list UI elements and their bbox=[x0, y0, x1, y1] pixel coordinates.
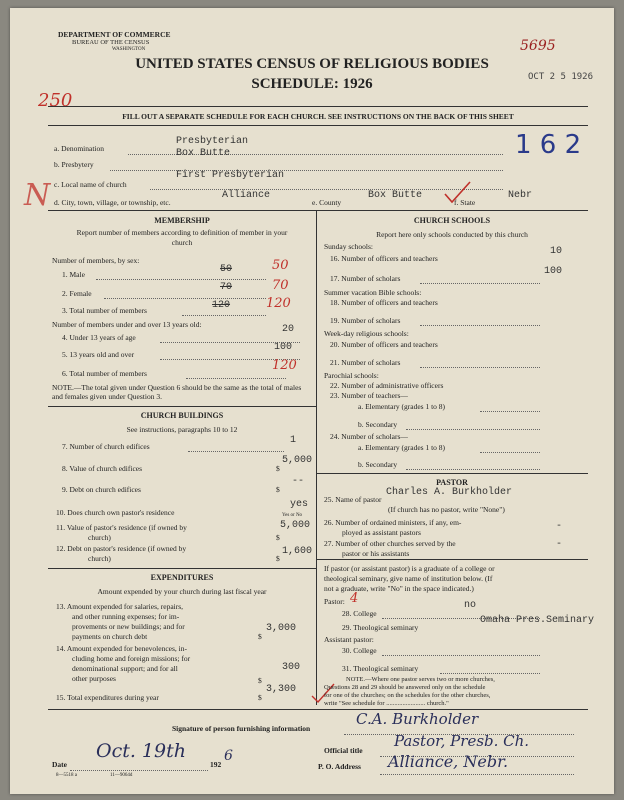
q4-label: 4. Under 13 years of age bbox=[62, 333, 136, 342]
column-divider bbox=[316, 210, 317, 705]
dollar-sign: $ bbox=[276, 464, 280, 473]
q17-label: 17. Number of scholars bbox=[330, 274, 401, 283]
leader-line bbox=[188, 451, 284, 452]
divider bbox=[48, 709, 588, 710]
q13-label-a: 13. Amount expended for salaries, repairs, bbox=[56, 602, 184, 611]
q25-label: 25. Name of pastor bbox=[324, 495, 382, 504]
date-value: Oct. 19th bbox=[96, 740, 186, 762]
presbytery-value: Box Butte bbox=[176, 148, 231, 159]
q16-value: 10 bbox=[550, 246, 563, 257]
q16-label: 16. Number of officers and teachers bbox=[330, 254, 438, 263]
q12-value: 1,600 bbox=[282, 546, 313, 557]
q14-label-a: 14. Amount expended for benevolences, in- bbox=[56, 644, 188, 653]
q24a-label: a. Elementary (grades 1 to 8) bbox=[358, 443, 446, 452]
dollar-sign: $ bbox=[258, 632, 262, 641]
q3-label: 3. Total number of members bbox=[62, 306, 147, 315]
q19-label: 19. Number of scholars bbox=[330, 316, 401, 325]
q10-label: 10. Does church own pastor's residence bbox=[56, 508, 175, 517]
q27-label-a: 27. Number of other churches served by the bbox=[324, 539, 456, 548]
q27-value: - bbox=[556, 539, 563, 550]
q1-hand: 50 bbox=[272, 258, 289, 273]
field-line bbox=[110, 170, 503, 171]
membership-heading: MEMBERSHIP bbox=[154, 216, 210, 225]
leader-line bbox=[480, 452, 540, 453]
q13-label-d: payments on church debt bbox=[72, 632, 148, 641]
county-label: e. County bbox=[312, 198, 342, 207]
grad-text-c: not a graduate, write "No" in the space indicated.) bbox=[324, 584, 474, 593]
po-address-value: Alliance, Nebr. bbox=[388, 752, 509, 771]
q27-label-b: pastor or his assistants bbox=[342, 549, 410, 558]
schools-intro: Report here only schools conducted by this church bbox=[376, 230, 528, 239]
form-number: 8—5518 a bbox=[56, 773, 77, 778]
q28-label: 28. College bbox=[342, 609, 377, 618]
leader-line bbox=[406, 429, 540, 430]
leader-line bbox=[480, 411, 540, 412]
divider bbox=[48, 125, 588, 126]
q6-hand: 120 bbox=[272, 358, 297, 373]
q29-value: Omaha Pres.Seminary bbox=[480, 615, 595, 626]
signature-value: C.A. Burkholder bbox=[356, 710, 479, 728]
q24-label: 24. Number of scholars— bbox=[330, 432, 408, 441]
state-label: f. State bbox=[454, 198, 476, 207]
q23b-label: b. Secondary bbox=[358, 420, 398, 429]
q9-label: 9. Debt on church edifices bbox=[62, 485, 141, 494]
handwritten-250: 250 bbox=[38, 90, 73, 111]
divider bbox=[316, 559, 588, 560]
leader-line bbox=[420, 367, 540, 368]
q29-label: 29. Theological seminary bbox=[342, 623, 419, 632]
q2-hand: 70 bbox=[272, 278, 289, 293]
summer-label: Summer vacation Bible schools: bbox=[324, 288, 422, 297]
pastor-note-d: write "See schedule for ........................ church." bbox=[324, 700, 449, 707]
denomination-label: a. Denomination bbox=[54, 144, 104, 153]
q26-label-b: ployed as assistant pastors bbox=[342, 528, 421, 537]
denomination-value: Presbyterian bbox=[176, 136, 249, 147]
leader-line bbox=[420, 283, 540, 284]
q25-note: (If church has no pastor, write "None") bbox=[388, 505, 505, 514]
official-title-label: Official title bbox=[324, 746, 363, 755]
signature-label: Signature of person furnishing information bbox=[172, 724, 311, 733]
divider bbox=[48, 406, 316, 407]
margin-mark: N bbox=[24, 178, 51, 213]
county-value: Box Butte bbox=[368, 190, 423, 201]
q28-value: no bbox=[464, 600, 477, 611]
census-schedule-page bbox=[10, 8, 614, 794]
city-label: WASHINGTON bbox=[112, 47, 146, 52]
q4-value: 20 bbox=[282, 324, 295, 335]
q21-label: 21. Number of scholars bbox=[330, 358, 401, 367]
q24b-label: b. Secondary bbox=[358, 460, 398, 469]
dollar-sign: $ bbox=[276, 533, 280, 542]
q2-typed: 70 bbox=[220, 282, 233, 293]
q1-typed: 50 bbox=[220, 264, 233, 275]
year-hand: 6 bbox=[224, 748, 233, 764]
handwritten-162: 1 6 2 bbox=[515, 130, 582, 160]
q17-value: 100 bbox=[544, 266, 563, 277]
membership-note: NOTE.—The total given under Question 6 should be the same as the total of males and females given under Question 3. bbox=[52, 383, 302, 401]
form-title: UNITED STATES CENSUS OF RELIGIOUS BODIES bbox=[135, 56, 489, 72]
leader-line bbox=[104, 298, 266, 299]
q5-label: 5. 13 years old and over bbox=[62, 350, 135, 359]
q11-label-a: 11. Value of pastor's residence (if owned by bbox=[56, 523, 187, 532]
leader-line bbox=[182, 315, 266, 316]
q14-label-c: denominational support; and for all bbox=[72, 664, 178, 673]
q23a-label: a. Elementary (grades 1 to 8) bbox=[358, 402, 446, 411]
q9-value: -- bbox=[292, 476, 305, 487]
q26-value: - bbox=[556, 521, 563, 532]
q8-value: 5,000 bbox=[282, 455, 313, 466]
bysex-label: Number of members, by sex: bbox=[52, 256, 140, 265]
checkmark-icon bbox=[442, 180, 472, 206]
q14-label-d: other purposes bbox=[72, 674, 116, 683]
parochial-label: Parochial schools: bbox=[324, 371, 379, 380]
schools-heading: CHURCH SCHOOLS bbox=[413, 216, 491, 225]
city-label: d. City, town, village, or township, etc. bbox=[54, 198, 171, 207]
q3-typed: 120 bbox=[212, 300, 231, 311]
divider bbox=[316, 473, 588, 474]
grad-text-b: theological seminary, give name of institution below. (If bbox=[324, 574, 493, 583]
q20-label: 20. Number of officers and teachers bbox=[330, 340, 438, 349]
assistant-label: Assistant pastor: bbox=[324, 635, 374, 644]
expenditures-sub: Amount expended by your church during last fiscal year bbox=[97, 587, 267, 596]
dept-label: DEPARTMENT OF COMMERCE bbox=[58, 30, 171, 39]
q23-label: 23. Number of teachers— bbox=[330, 391, 408, 400]
byage-label: Number of members under and over 13 years old: bbox=[52, 320, 202, 329]
pastor-note-a: NOTE.—Where one pastor serves two or more churches, bbox=[346, 676, 495, 683]
local-name-label: c. Local name of church bbox=[54, 180, 127, 189]
form-number-2: 11—9064d bbox=[110, 773, 133, 778]
q25-value: Charles A. Burkholder bbox=[386, 487, 513, 498]
q7-value: 1 bbox=[290, 435, 297, 446]
expenditures-heading: EXPENDITURES bbox=[150, 573, 214, 582]
grad-text-a: If pastor (or assistant pastor) is a graduate of a college or bbox=[324, 564, 495, 573]
leader-line bbox=[96, 279, 266, 280]
q30-label: 30. College bbox=[342, 646, 377, 655]
q15-label: 15. Total expenditures during year bbox=[56, 693, 159, 702]
q7-label: 7. Number of church edifices bbox=[62, 442, 150, 451]
leader-line bbox=[382, 655, 540, 656]
q14-label-b: cluding home and foreign missions; for bbox=[72, 654, 191, 663]
stamp-number: 5695 bbox=[520, 38, 556, 54]
membership-intro: Report number of members according to definition of member in your church bbox=[76, 228, 288, 247]
q12-label-a: 12. Debt on pastor's residence (if owned by bbox=[56, 544, 187, 553]
leader-line bbox=[440, 673, 540, 674]
pastor-label: Pastor: bbox=[324, 597, 345, 606]
bureau-label: BUREAU OF THE CENSUS bbox=[72, 39, 150, 46]
q14-value: 300 bbox=[282, 662, 301, 673]
leader-line bbox=[406, 469, 540, 470]
q3-hand: 120 bbox=[266, 296, 291, 311]
city-value: Alliance bbox=[222, 190, 271, 201]
leader-line bbox=[420, 325, 540, 326]
dollar-sign: $ bbox=[258, 693, 262, 702]
official-title-value: Pastor, Presb. Ch. bbox=[394, 732, 530, 750]
dollar-sign: $ bbox=[258, 676, 262, 685]
local-name-value: First Presbyterian bbox=[176, 170, 285, 181]
pastor-heading: PASTOR bbox=[436, 478, 468, 487]
pastor-note-b: Questions 28 and 29 should be answered only on the schedule bbox=[324, 684, 486, 691]
date-label: Date bbox=[52, 760, 67, 769]
sunday-label: Sunday schools: bbox=[324, 242, 373, 251]
weekday-label: Week-day religious schools: bbox=[324, 329, 409, 338]
q26-label-a: 26. Number of ordained ministers, if any, em- bbox=[324, 518, 462, 527]
q18-label: 18. Number of officers and teachers bbox=[330, 298, 438, 307]
q11-value: 5,000 bbox=[280, 520, 311, 531]
po-address-label: P. O. Address bbox=[318, 762, 361, 771]
dollar-sign: $ bbox=[276, 485, 280, 494]
presbytery-label: b. Presbytery bbox=[54, 160, 94, 169]
dollar-sign: $ bbox=[276, 554, 280, 563]
q10-value: yes bbox=[290, 499, 309, 510]
year-printed: 192 bbox=[210, 760, 222, 769]
q6-label: 6. Total number of members bbox=[62, 369, 147, 378]
divider bbox=[48, 210, 588, 211]
q13-label-b: and other running expenses; for im- bbox=[72, 612, 180, 621]
q1-label: 1. Male bbox=[62, 270, 85, 279]
q5-value: 100 bbox=[274, 342, 293, 353]
divider bbox=[48, 106, 588, 107]
q8-label: 8. Value of church edifices bbox=[62, 464, 143, 473]
q22-label: 22. Number of administrative officers bbox=[330, 381, 444, 390]
date-line bbox=[70, 770, 208, 771]
instruction-line: FILL OUT A SEPARATE SCHEDULE FOR EACH CHURCH. SEE INSTRUCTIONS ON THE BACK OF THIS SHEET bbox=[122, 112, 514, 121]
q13-value: 3,000 bbox=[266, 623, 297, 634]
po-line bbox=[380, 774, 574, 775]
date-stamp: OCT 2 5 1926 bbox=[528, 72, 594, 82]
q13-label-c: provements or new buildings; and for bbox=[72, 622, 185, 631]
q2-label: 2. Female bbox=[62, 289, 92, 298]
leader-line bbox=[186, 378, 286, 379]
yesno-hint: Yes or No bbox=[282, 513, 303, 518]
divider bbox=[48, 568, 316, 569]
form-subtitle: SCHEDULE: 1926 bbox=[251, 76, 373, 92]
q31-label: 31. Theological seminary bbox=[342, 664, 419, 673]
buildings-sub: See instructions, paragraphs 10 to 12 bbox=[126, 425, 238, 434]
q11-label-b: church) bbox=[88, 533, 111, 542]
q12-label-b: church) bbox=[88, 554, 111, 563]
q15-value: 3,300 bbox=[266, 684, 297, 695]
pastor-mark: 4 bbox=[350, 591, 359, 606]
pastor-note-c: for one of the churches; on the schedules for the other churches, bbox=[324, 692, 491, 699]
buildings-heading: CHURCH BUILDINGS bbox=[140, 411, 224, 420]
state-value: Nebr bbox=[508, 190, 533, 201]
